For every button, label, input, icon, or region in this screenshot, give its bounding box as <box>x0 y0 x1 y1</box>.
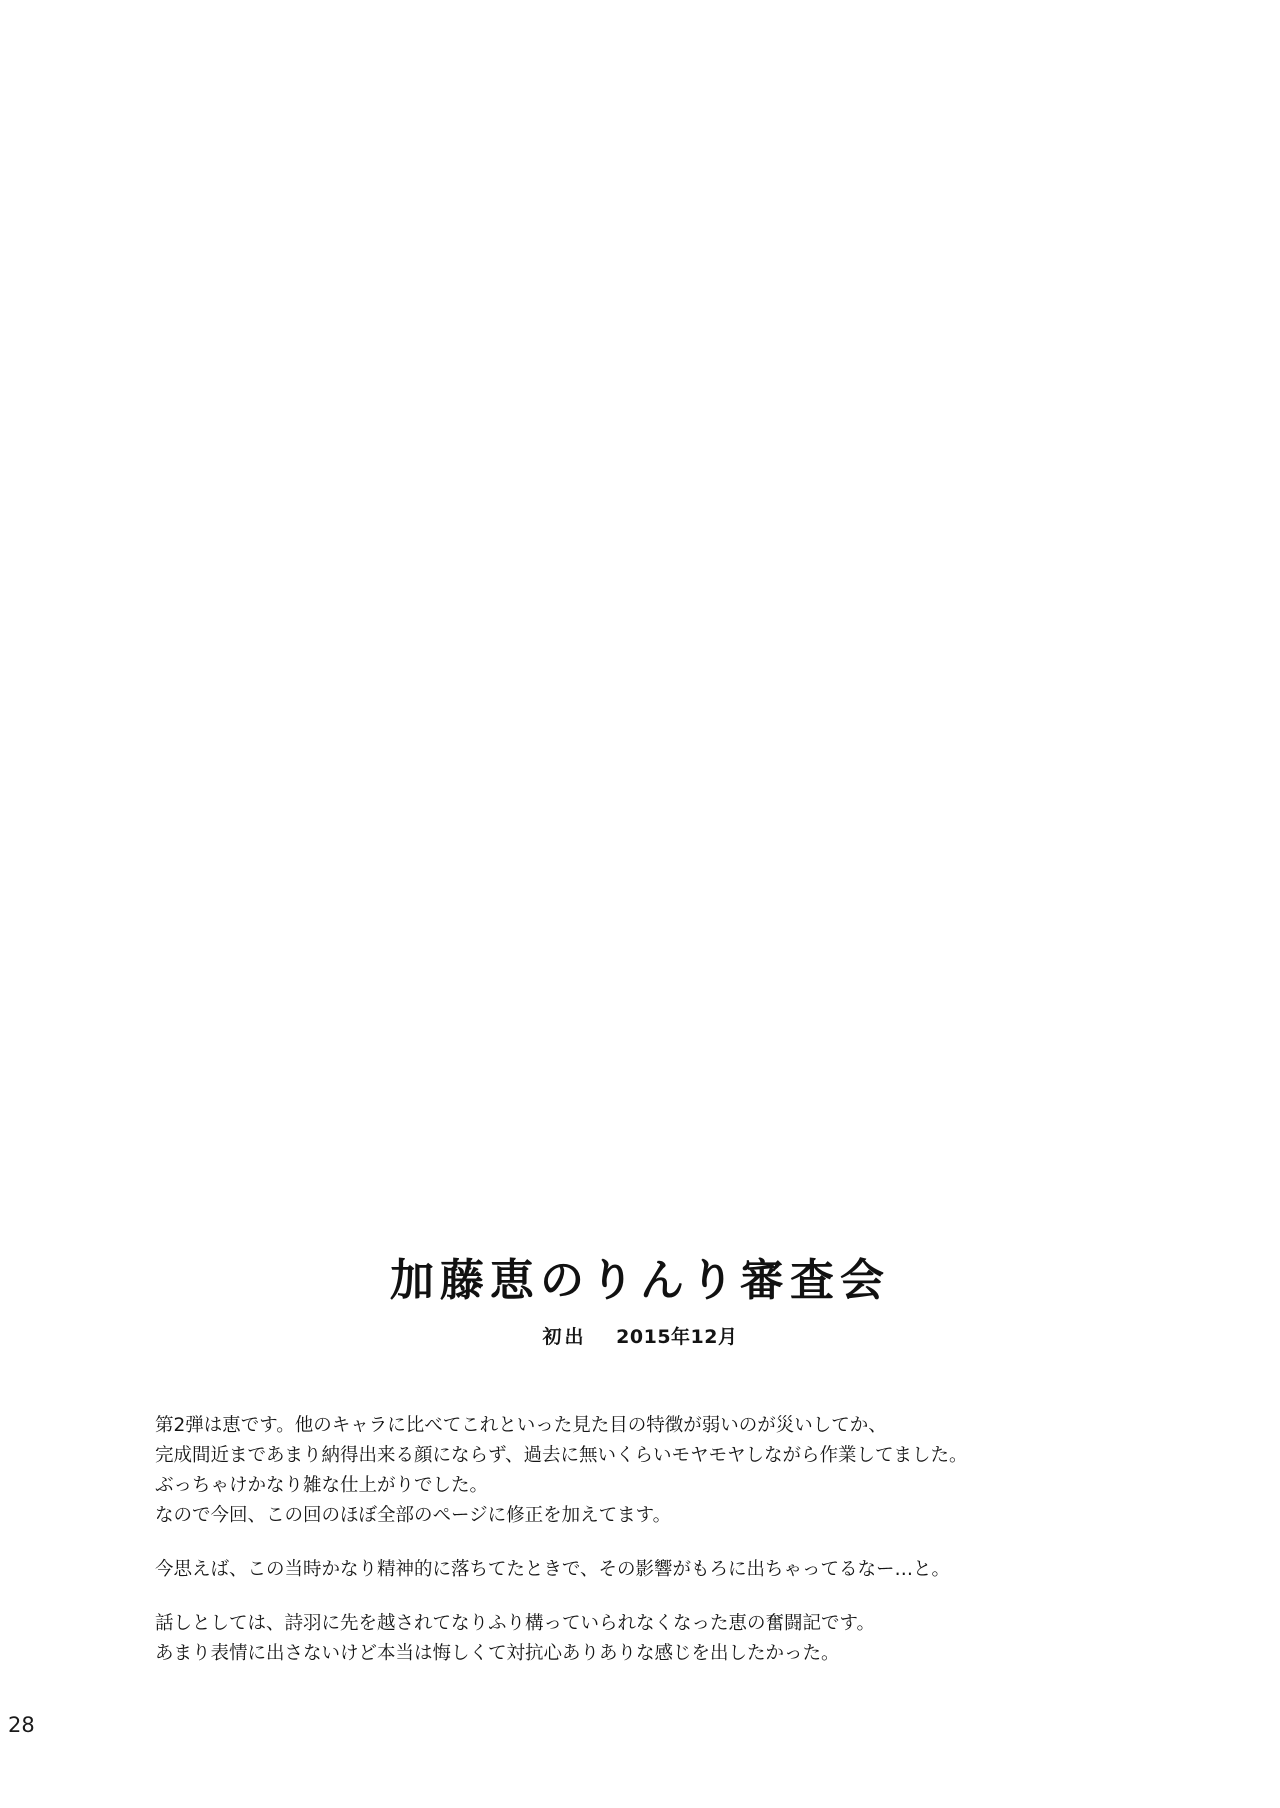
text-line: 今思えば、この当時かなり精神的に落ちてたときで、その影響がもろに出ちゃってるなー…と。 <box>155 1558 950 1580</box>
paragraph <box>155 1555 1130 1585</box>
paragraph <box>155 1411 1130 1531</box>
publication-info <box>0 1322 1280 1349</box>
text-line: 話しとしては、詩羽に先を越されてなりふり構っていられなくなった恵の奮闘記です。 <box>155 1612 876 1634</box>
publication-date: 2015年12月 <box>616 1325 738 1348</box>
text-line: あまり表情に出さないけど本当は悔しくて対抗心ありありな感じを出したかった。 <box>155 1642 840 1664</box>
afterword-body <box>0 1411 1280 1669</box>
publication-label: 初出 <box>542 1325 587 1348</box>
text-line: 第2弾は恵です。他のキャラに比べてこれといった見た目の特徴が弱いのが災いしてか、 <box>155 1414 887 1436</box>
page-number: 28 <box>8 1713 35 1737</box>
paragraph <box>155 1609 1130 1669</box>
text-line: ぶっちゃけかなり雑な仕上がりでした。 <box>155 1474 489 1496</box>
text-line: なので今回、この回のほぼ全部のページに修正を加えてます。 <box>155 1504 672 1526</box>
text-line: 完成間近まであまり納得出来る顔にならず、過去に無いくらいモヤモヤしながら作業してました。 <box>155 1444 968 1466</box>
page-title: 加藤恵のりんり審査会 <box>390 1255 890 1306</box>
afterword-section <box>0 1255 1280 1669</box>
